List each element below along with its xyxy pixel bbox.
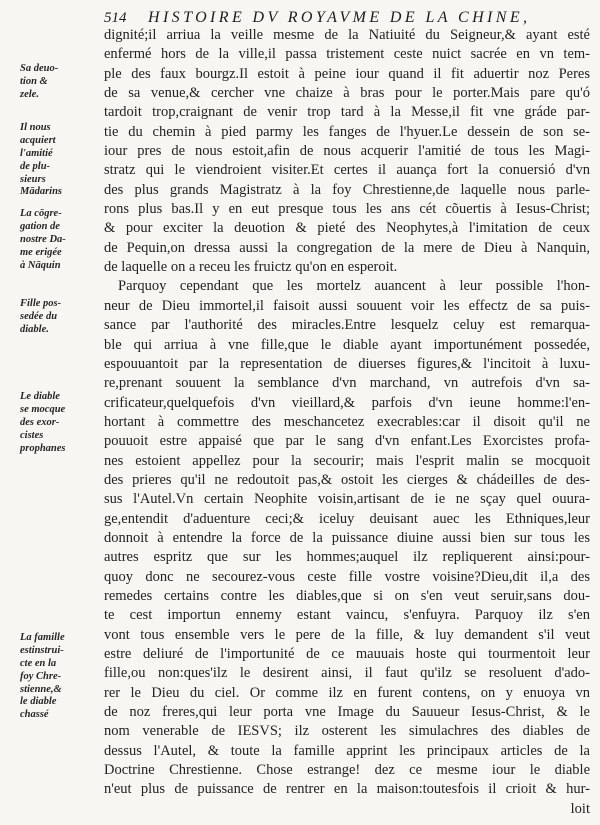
text-line: espouuantoit par la representation de diuerses figures,& l'incitoit à luxu- [104,355,590,372]
text-line: rer le Dieu du ciel. Or comme ilz en furent contens, on y enuoya vn [104,684,590,701]
margin-note-line: sedée du [20,310,58,322]
text-line: estre deliuré de l'importunité de ce mauuais hoste qui tourmentoit leur [104,646,590,662]
margin-note-line: cistes [20,429,44,441]
margin-note-line: me erigée [20,246,62,258]
text-line: loit [570,800,590,817]
margin-note-line: cte en la [20,657,57,669]
text-line: quoy donc ne secourez-vous ceste fille vostre voisine?Dieu,dit il,a des [104,568,590,585]
margin-note-line: zele. [20,88,39,100]
text-line: re,prenant souuent la semblance d'vn marchand, vn autrefois d'vn sa- [104,375,590,392]
text-line: pouuoit estre appaisé que par le sang d'vn enfant.Les Exorcistes profa- [104,433,590,450]
margin-note-line: diable. [20,323,49,335]
text-line: n'eut plus de puissance de rentrer en la maison:toutesfois il crioit & hur- [104,781,590,798]
margin-note-line: Le diable [20,391,60,402]
margin-note-line: se mocque [20,403,66,415]
margin-note [20,207,106,271]
margin-note-line: Sa deuo- [20,63,59,74]
body-text [104,26,590,819]
margin-note-line: des exor- [20,416,60,428]
margin-note [20,631,106,721]
text-line: Parquoy cependant que les mortelz auancent à leur possible l'hon- [118,278,590,295]
margin-note [20,121,106,198]
margin-note-line: nostre Da- [20,233,66,245]
text-line: sus l'Autel.Vn certain Neophite voisin,artisant de ie ne sçay quel ouura- [104,491,590,508]
text-line: Doctrine Chrestienne. Chose estrange! dez ce mesme iour le diable [104,762,590,779]
margin-note-line: le diable [20,696,57,708]
text-line: dessus l'Autel, & toute la famille apprint les principaux articles de la [104,742,590,759]
margin-note [20,390,106,454]
text-line: ge,entendit d'aduenture ceci;& iceluy deuisant auec les Ethniques,leur [104,510,590,527]
margin-note-line: estinstrui- [20,644,64,656]
text-line: neur de Dieu immortel,il faisoit aussi souuent voir les effectz de sa puis- [104,297,590,314]
text-line: iour pres de nous estoit,afin de nous acquerir l'amitié de tous les Magi- [104,143,590,160]
text-line: & pour exciter la deuotion & pieté des Neophytes,à l'imitation de ceux [104,220,590,237]
text-line: sance par l'authorité des miracles.Entre lesquelz celuy est remarqua- [104,317,590,334]
margin-note-line: acquiert [20,134,56,146]
page-number: 514 [104,10,127,26]
text-line: ple des faux bourgz.Il estoit à peine iour quand il fit aduertir noz Peres [104,65,590,82]
text-line: stratz qui le viendroient visiter.Et certes il auança fort la conuersió d'vn [104,162,590,179]
text-line: nes estoient appellez pour la secourir; mais l'esprit malin se mocquoit [104,452,590,469]
text-line: tardoit trop,craignant de venir trop tard à la Messe,il fit vne gráde par- [104,104,590,121]
text-line: des plus grands Magistratz à la foy Chrestienne,de laquelle nous parle- [104,181,590,198]
text-line: hortant à commettre des meschancetez execrables:car il disoit qu'il ne [104,413,590,430]
margin-note-line: La famille [20,632,65,643]
text-line: te cest importun ennemy estant vaincu, s'enfuyra. Parquoy ilz s'en [104,607,590,624]
text-line: donnoit à entendre la force de la puissance diuine aussi bien sur tous les [104,529,590,546]
text-line: des prieres qu'il ne redoutoit pas,& ostoit les cierges & chádeilles de des- [104,471,590,488]
text-line: vont tous ensemble vers le pere de la fille, & luy demandent s'il veut [104,626,590,643]
text-line: rons plus bas.Il y en eut presque tous les ans cét cõuertis à Iesus-Christ; [104,201,590,218]
text-line: tie du chemin à pied parmy les fanges de l'hyuer.Le dessein de son se- [104,123,590,140]
text-line: remedes certains contre les diables,que si on s'en veut seruir,sans dou- [104,587,590,604]
margin-note-line: stienne,& [20,683,62,695]
margin-note-line: chassé [20,709,49,721]
margin-note [20,297,106,336]
text-line: crificateur,quelquefois d'vn vieillard,& parfois d'vn ieune homme:l'en- [104,394,590,411]
margin-note-line: l'amitié [20,147,53,159]
text-line: autres espritz que sur les hommes;auquel ilz repliquerent ainsi:pour- [104,549,590,566]
margin-note-line: à Nāquin [20,259,61,271]
text-line: fille,ou non:ques'ilz le desirent ainsi, il faut qu'ilz se resoluent d'ado- [104,665,590,682]
running-head: HISTOIRE DV ROYAVME DE LA CHINE, [148,9,531,26]
margin-note-line: La cōgre- [20,208,62,219]
text-line: de laquelle on a receu les fruictz qu'on en esperoit. [104,259,398,276]
margin-note-line: Mādarins [20,186,63,198]
text-line: nom venerable de IESVS; ilz osterent les simulachres des diables de [104,723,590,740]
margin-note-line: de plu- [20,160,51,172]
margin-note-line: sieurs [20,173,46,185]
text-line: enfermé hors de la ville,il passa tristement ceste nuict sacrée en vn tem- [104,46,590,63]
text-line: dignité;il arriua la veille mesme de la Natiuité du Seigneur,& ayant esté [104,27,590,43]
margin-note-line: tion & [20,75,48,87]
margin-note-line: prophanes [20,442,66,454]
margin-note-line: foy Chre- [20,670,62,682]
margin-note [20,62,106,101]
text-line: de noz freres,qui leur porta vne Image du Sauueur Iesus-Christ, & le [104,704,590,721]
margin-note-line: gation de [20,220,60,232]
margin-note-line: Fille pos- [20,298,62,309]
text-line: ble qui arriua à vne fille,que le diable ayant importunément possedée, [104,336,590,353]
text-line: de sa venue,& cercher vne chaize à bras pour le porter.Mais pare qu'ó [104,85,590,102]
margin-note-line: Il nous [20,122,51,133]
text-line: de Pequin,on dressa aussi la congregation de la mere de Dieu à Nanquin, [104,239,590,256]
